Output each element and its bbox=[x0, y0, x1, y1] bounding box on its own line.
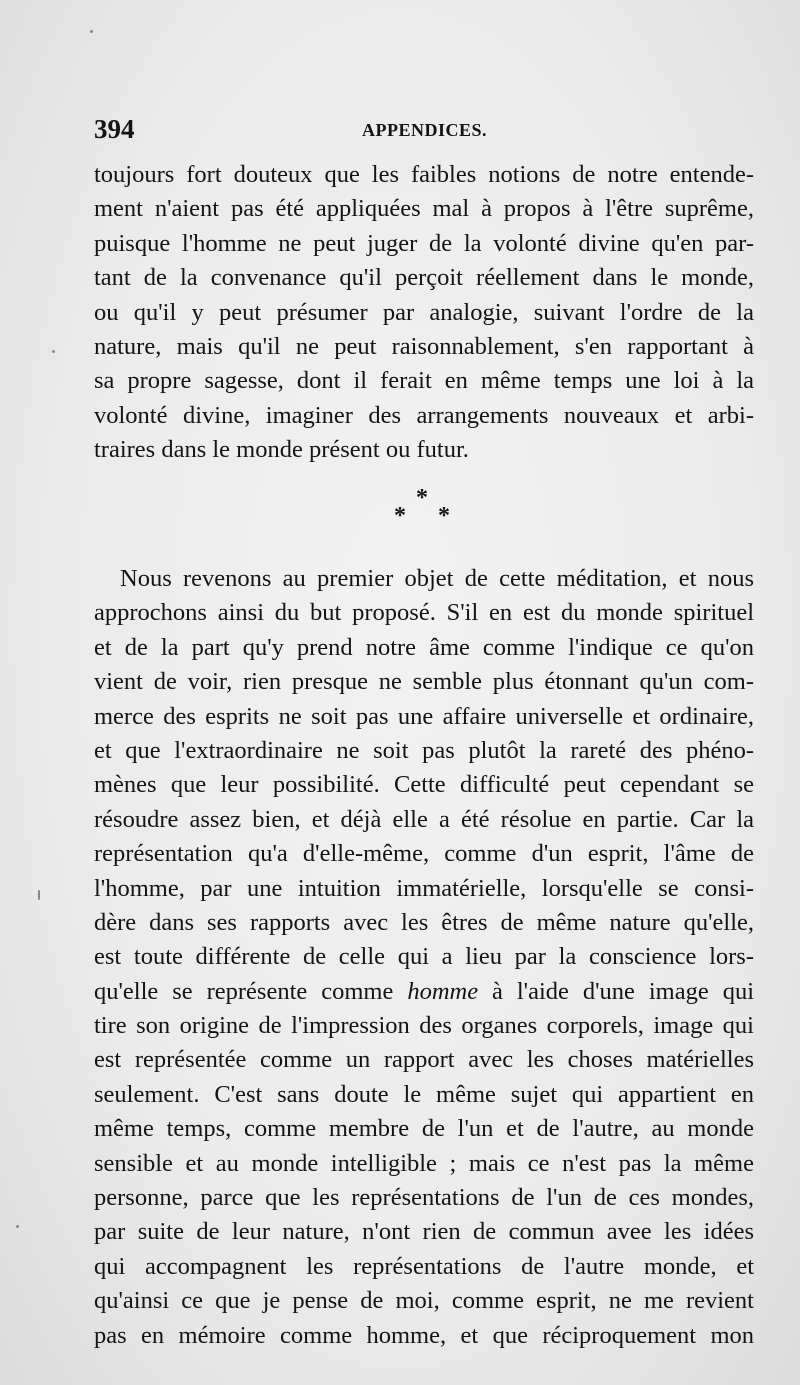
text-line: traires dans le monde présent ou futur. bbox=[94, 436, 469, 464]
text-line: sensible et au monde intelligible ; mais ce n'est pas la même bbox=[94, 1149, 754, 1177]
text-line: approchons ainsi du but proposé. S'il en est du monde spirituel bbox=[94, 599, 754, 627]
paragraph-2 bbox=[94, 562, 754, 1353]
asterism-star-right: * bbox=[438, 503, 450, 529]
text-line: dère dans ses rapports avec les êtres de même nature qu'elle, bbox=[94, 908, 754, 936]
text-line: et que l'extraordinaire ne soit pas plutôt la rareté des phéno- bbox=[94, 736, 754, 764]
text-line: qui accompagnent les représentations de l'autre monde, et bbox=[94, 1252, 754, 1280]
text-line: seulement. C'est sans doute le même sujet qui appartient en bbox=[94, 1080, 754, 1108]
text-line: par suite de leur nature, n'ont rien de commun avee les idées bbox=[94, 1218, 754, 1246]
paper-speck bbox=[16, 1225, 19, 1228]
text-line: l'homme, par une intuition immatérielle, lorsqu'elle se consi- bbox=[94, 874, 754, 902]
paper-speck bbox=[52, 350, 55, 353]
text-line: nature, mais qu'il ne peut raisonnablement, s'en rapportant à bbox=[94, 332, 754, 360]
text-line: personne, parce que les représentations de l'un de ces mondes, bbox=[94, 1184, 754, 1212]
text-line: même temps, comme membre de l'un et de l'autre, au monde bbox=[94, 1115, 754, 1143]
text-line: mènes que leur possibilité. Cette difficulté peut cependant se bbox=[94, 771, 754, 799]
text-line: sa propre sagesse, dont il ferait en même temps une loi à la bbox=[94, 367, 754, 395]
italic-word: homme bbox=[407, 977, 479, 1005]
paragraph-1 bbox=[94, 158, 754, 468]
paper-speck bbox=[90, 30, 93, 33]
running-head: APPENDICES. bbox=[362, 120, 488, 140]
asterism bbox=[384, 486, 454, 536]
text-line: tant de la convenance qu'il perçoit réellement dans le monde, bbox=[94, 264, 754, 292]
text-line: toujours fort douteux que les faibles notions de notre entende- bbox=[94, 161, 754, 188]
page-header bbox=[94, 112, 744, 148]
asterism-star-top: * bbox=[416, 485, 428, 511]
page-number: 394 bbox=[94, 114, 135, 144]
text-run: à l'aide d'une image qui bbox=[478, 977, 754, 1005]
text-line: pas en mémoire comme homme, et que réciproquement mon bbox=[94, 1321, 754, 1349]
paper-speck bbox=[38, 890, 40, 900]
text-line: représentation qu'a d'elle-même, comme d'un esprit, l'âme de bbox=[94, 840, 754, 868]
text-line: vient de voir, rien presque ne semble plus étonnant qu'un com- bbox=[94, 668, 754, 696]
text-line: est représentée comme un rapport avec les choses matérielles bbox=[94, 1046, 754, 1074]
text-line: résoudre assez bien, et déjà elle a été résolue en partie. Car la bbox=[94, 805, 754, 833]
text-line: qu'ainsi ce que je pense de moi, comme esprit, ne me revient bbox=[94, 1287, 754, 1315]
text-line: Nous revenons au premier objet de cette méditation, et nous bbox=[120, 565, 754, 592]
text-line: est toute différente de celle qui a lieu par la conscience lors- bbox=[94, 943, 754, 971]
text-line bbox=[94, 975, 754, 1009]
text-line: ou qu'il y peut présumer par analogie, suivant l'ordre de la bbox=[94, 298, 754, 326]
text-line: ment n'aient pas été appliquées mal à propos à l'être suprême, bbox=[94, 195, 754, 223]
text-line: puisque l'homme ne peut juger de la volonté divine qu'en par- bbox=[94, 229, 754, 257]
text-line: merce des esprits ne soit pas une affaire universelle et ordinaire, bbox=[94, 702, 754, 730]
text-line: tire son origine de l'impression des organes corporels, image qui bbox=[94, 1012, 754, 1040]
text-run: qu'elle se représente comme bbox=[94, 977, 408, 1005]
asterism-star-left: * bbox=[394, 503, 406, 529]
text-line: volonté divine, imaginer des arrangements nouveaux et arbi- bbox=[94, 401, 754, 429]
text-line: et de la part qu'y prend notre âme comme l'indique ce qu'on bbox=[94, 633, 754, 661]
